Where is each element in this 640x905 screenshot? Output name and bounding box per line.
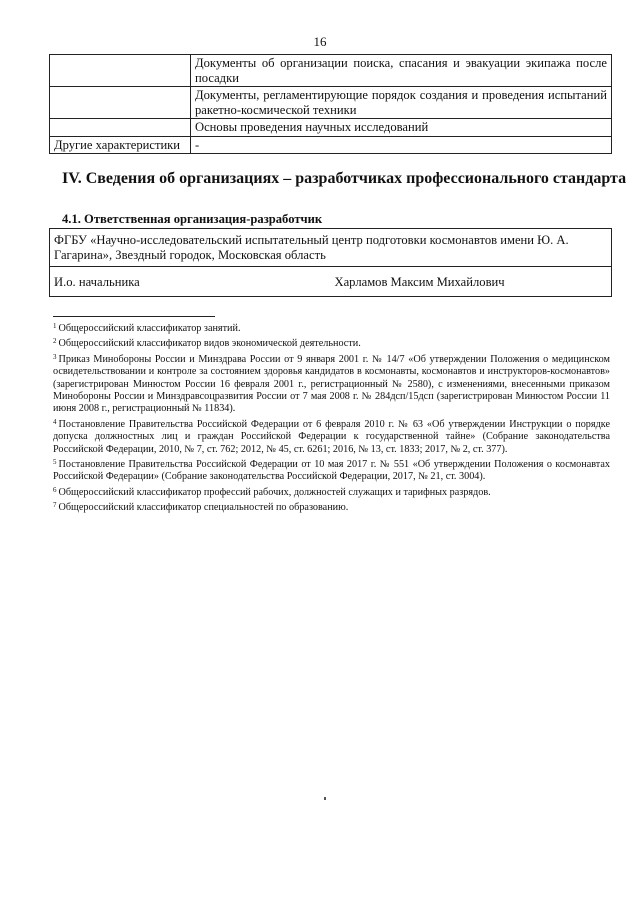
footnote	[53, 456, 610, 484]
table-cell-left: Другие характеристики	[50, 136, 191, 154]
table-cell-left	[50, 119, 191, 137]
footnote-text: Общероссийский классификатор занятий.	[58, 323, 241, 334]
footnote	[53, 320, 610, 335]
footnote-number: 7	[53, 501, 57, 510]
subsection-heading: 4.1. Ответственная организация-разработчик	[62, 212, 323, 226]
footnote	[53, 416, 610, 456]
table-row	[50, 136, 612, 154]
table-row	[50, 119, 612, 137]
footnote-divider	[53, 316, 215, 317]
footnote-number: 1	[53, 322, 57, 330]
person-name: Харламов Максим Михайлович	[331, 267, 612, 297]
table-cell-right: Документы, регламентирующие порядок создания и проведения испытаний ракетно-космической техники	[191, 87, 612, 119]
characteristics-table	[49, 54, 612, 154]
footnote-number: 2	[53, 337, 57, 346]
table-cell-right: -	[191, 136, 612, 154]
footnote-number: 3	[53, 352, 57, 361]
position-title: И.о. начальника	[50, 267, 331, 297]
footnote-number: 4	[53, 417, 57, 426]
table-row	[50, 267, 612, 297]
footnote-text: Общероссийский классификатор видов экономической деятельности.	[58, 338, 361, 350]
table-cell-right: Основы проведения научных исследований	[191, 119, 612, 137]
footnote-number: 5	[53, 458, 57, 467]
footnote	[53, 335, 610, 350]
footnote	[53, 499, 610, 514]
footnote-number: 6	[53, 485, 57, 494]
table-row	[50, 87, 612, 119]
footnote-text: Постановление Правительства Российской Федерации от 6 февраля 2010 г. № 63 «Об утверждении Инструкции о порядке допуска должностных лиц и граждан Российской Федерации к государственной тайне» (Собрание законодательства Российской Федерации, 2010, № 7, ст. 762; 2012, № 45, ст. 6261; 2016, № 13, ст. 1833; 2017, № 2, ст. 377).	[53, 418, 610, 455]
organization-table	[49, 228, 612, 297]
scan-speck	[324, 797, 326, 800]
footnote-text: Общероссийский классификатор профессий рабочих, должностей служащих и тарифных разрядов.	[58, 486, 491, 498]
footnote-text: Общероссийский классификатор специальностей по образованию.	[58, 502, 349, 514]
table-cell-left	[50, 87, 191, 119]
footnote-text: Постановление Правительства Российской Федерации от 10 мая 2017 г. № 551 «Об утверждении Положения о космонавтах Российской Федерации» (Собрание законодательства Российской Федерации, 2017, № 21, ст. 3004).	[53, 459, 610, 483]
organization-name: ФГБУ «Научно-исследовательский испытательный центр подготовки космонавтов имени Ю. А. Гагарина», Звездный городок, Московская область	[50, 229, 612, 267]
footnote	[53, 484, 610, 499]
table-cell-left	[50, 55, 191, 87]
footnotes	[53, 320, 610, 515]
table-cell-right: Документы об организации поиска, спасания и эвакуации экипажа после посадки	[191, 55, 612, 87]
footnote	[53, 351, 610, 416]
table-row	[50, 55, 612, 87]
page-number: 16	[313, 34, 327, 49]
table-row	[50, 229, 612, 267]
footnote-text: Приказ Минобороны России и Минздрава России от 9 января 2001 г. № 14/7 «Об утверждении Положения о медицинском освидетельствовании и контроле за состоянием здоровья кандидатов в космонавты, космонавтов и инструкторов-космонавтов» (зарегистрирован Минюстом России 16 февраля 2001 г., регистрационный № 2580), с изменениями, внесенными приказом Минобороны России и Минздравсоцразвития России от 7 мая 2008 г. № 284дсп/15дсп (зарегистрирован Минюстом России 11 июня 2008 г., регистрационный № 11834).	[53, 353, 610, 415]
section-heading: IV. Сведения об организациях – разработчиках профессионального стандарта	[62, 170, 627, 187]
